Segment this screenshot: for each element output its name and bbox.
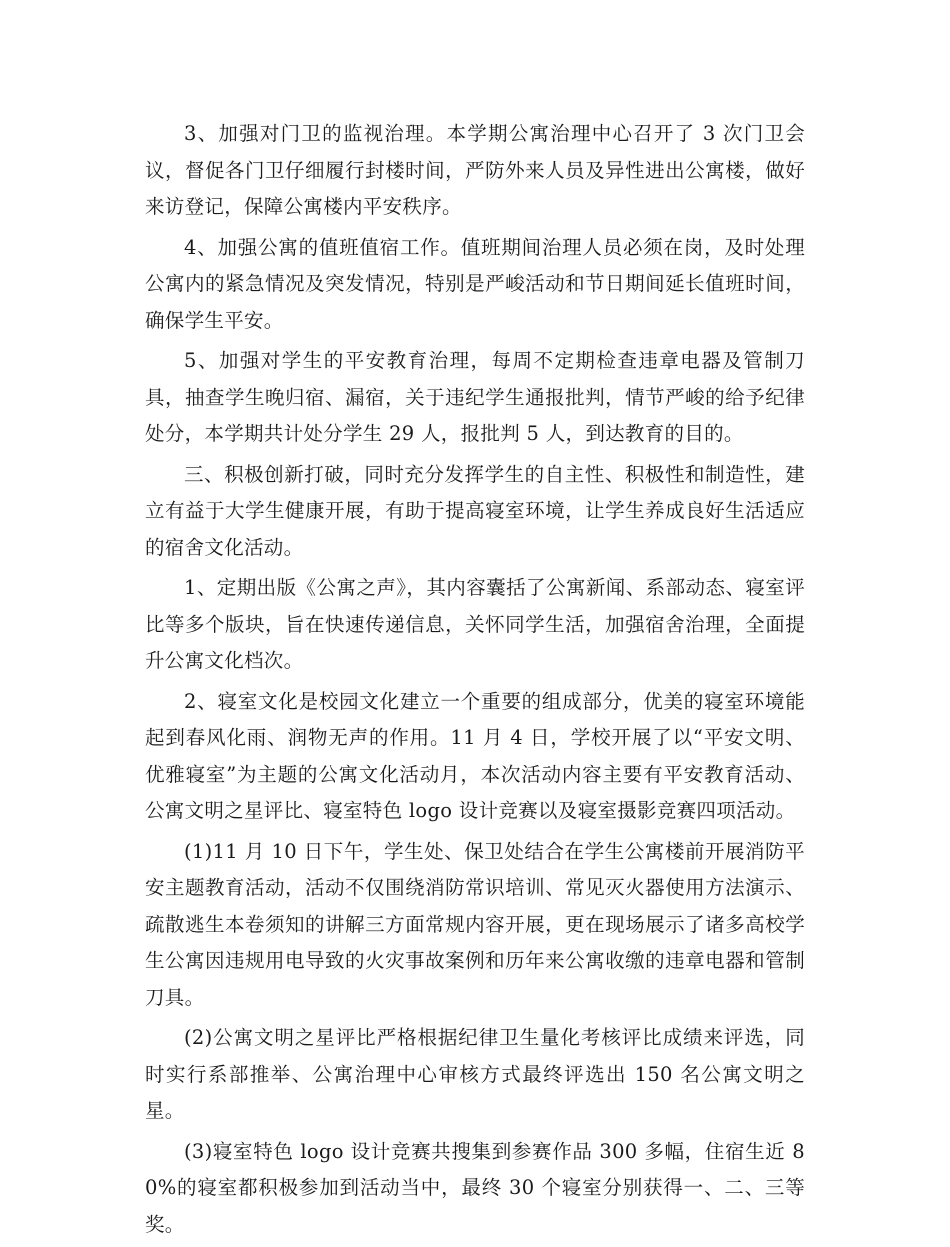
document-body [145, 116, 805, 1247]
paragraph-safety-education: 5、加强对学生的平安教育治理，每周不定期检查违章电器及管制刀具，抽查学生晚归宿、漏宿，关于违纪学生通报批判，情节严峻的给予纪律处分，本学期共计处分学生 29 人，报批判 5 人，到达教育的目的。 [145, 349, 805, 445]
paragraph-fire-safety-event: (1)11 月 10 日下午，学生处、保卫处结合在学生公寓楼前开展消防平安主题教育活动，活动不仅围绕消防常识培训、常见灭火器使用方法演示、疏散逃生本卷须知的讲解三方面常规内容开展，更在现场展示了诸多高校学生公寓因违规用电导致的火灾事故案例和历年来公寓收缴的违章电器和管制刀具。 [145, 839, 805, 1009]
paragraph-dorm-culture: 2、寝室文化是校园文化建立一个重要的组成部分，优美的寝室环境能起到春风化雨、润物无声的作用。11 月 4 日，学校开展了以“平安文明、优雅寝室”为主题的公寓文化活动月，本次活动内容主要有平安教育活动、公寓文明之星评比、寝室特色 logo 设计竞赛以及寝室摄影竞赛四项活动。 [145, 689, 805, 822]
paragraph-section-three-heading: 三、积极创新打破，同时充分发挥学生的自主性、积极性和制造性，建立有益于大学生健康开展，有助于提高寝室环境，让学生养成良好生活适应的宿舍文化活动。 [145, 462, 805, 559]
paragraph-gate-guard-supervision: 3、加强对门卫的监视治理。本学期公寓治理中心召开了 3 次门卫会议，督促各门卫仔细履行封楼时间，严防外来人员及异性进出公寓楼，做好来访登记，保障公寓楼内平安秩序。 [145, 122, 805, 218]
paragraph-logo-contest: (3)寝室特色 logo 设计竞赛共搜集到参赛作品 300 多幅，住宿生近 80%的寝室都积极参加到活动当中，最终 30 个寝室分别获得一、二、三等奖。 [145, 1139, 805, 1236]
paragraph-civility-star: (2)公寓文明之星评比严格根据纪律卫生量化考核评比成绩来评选，同时实行系部推举、公寓治理中心审核方式最终评选出 150 名公寓文明之星。 [145, 1026, 805, 1122]
paragraph-newsletter: 1、定期出版《公寓之声》，其内容囊括了公寓新闻、系部动态、寝室评比等多个版块，旨在快速传递信息，关怀同学生活，加强宿舍治理，全面提升公寓文化档次。 [145, 576, 805, 672]
paragraph-duty-shift-work: 4、加强公寓的值班值宿工作。值班期间治理人员必须在岗，及时处理公寓内的紧急情况及突发情况，特别是严峻活动和节日期间延长值班时间，确保学生平安。 [145, 235, 805, 332]
